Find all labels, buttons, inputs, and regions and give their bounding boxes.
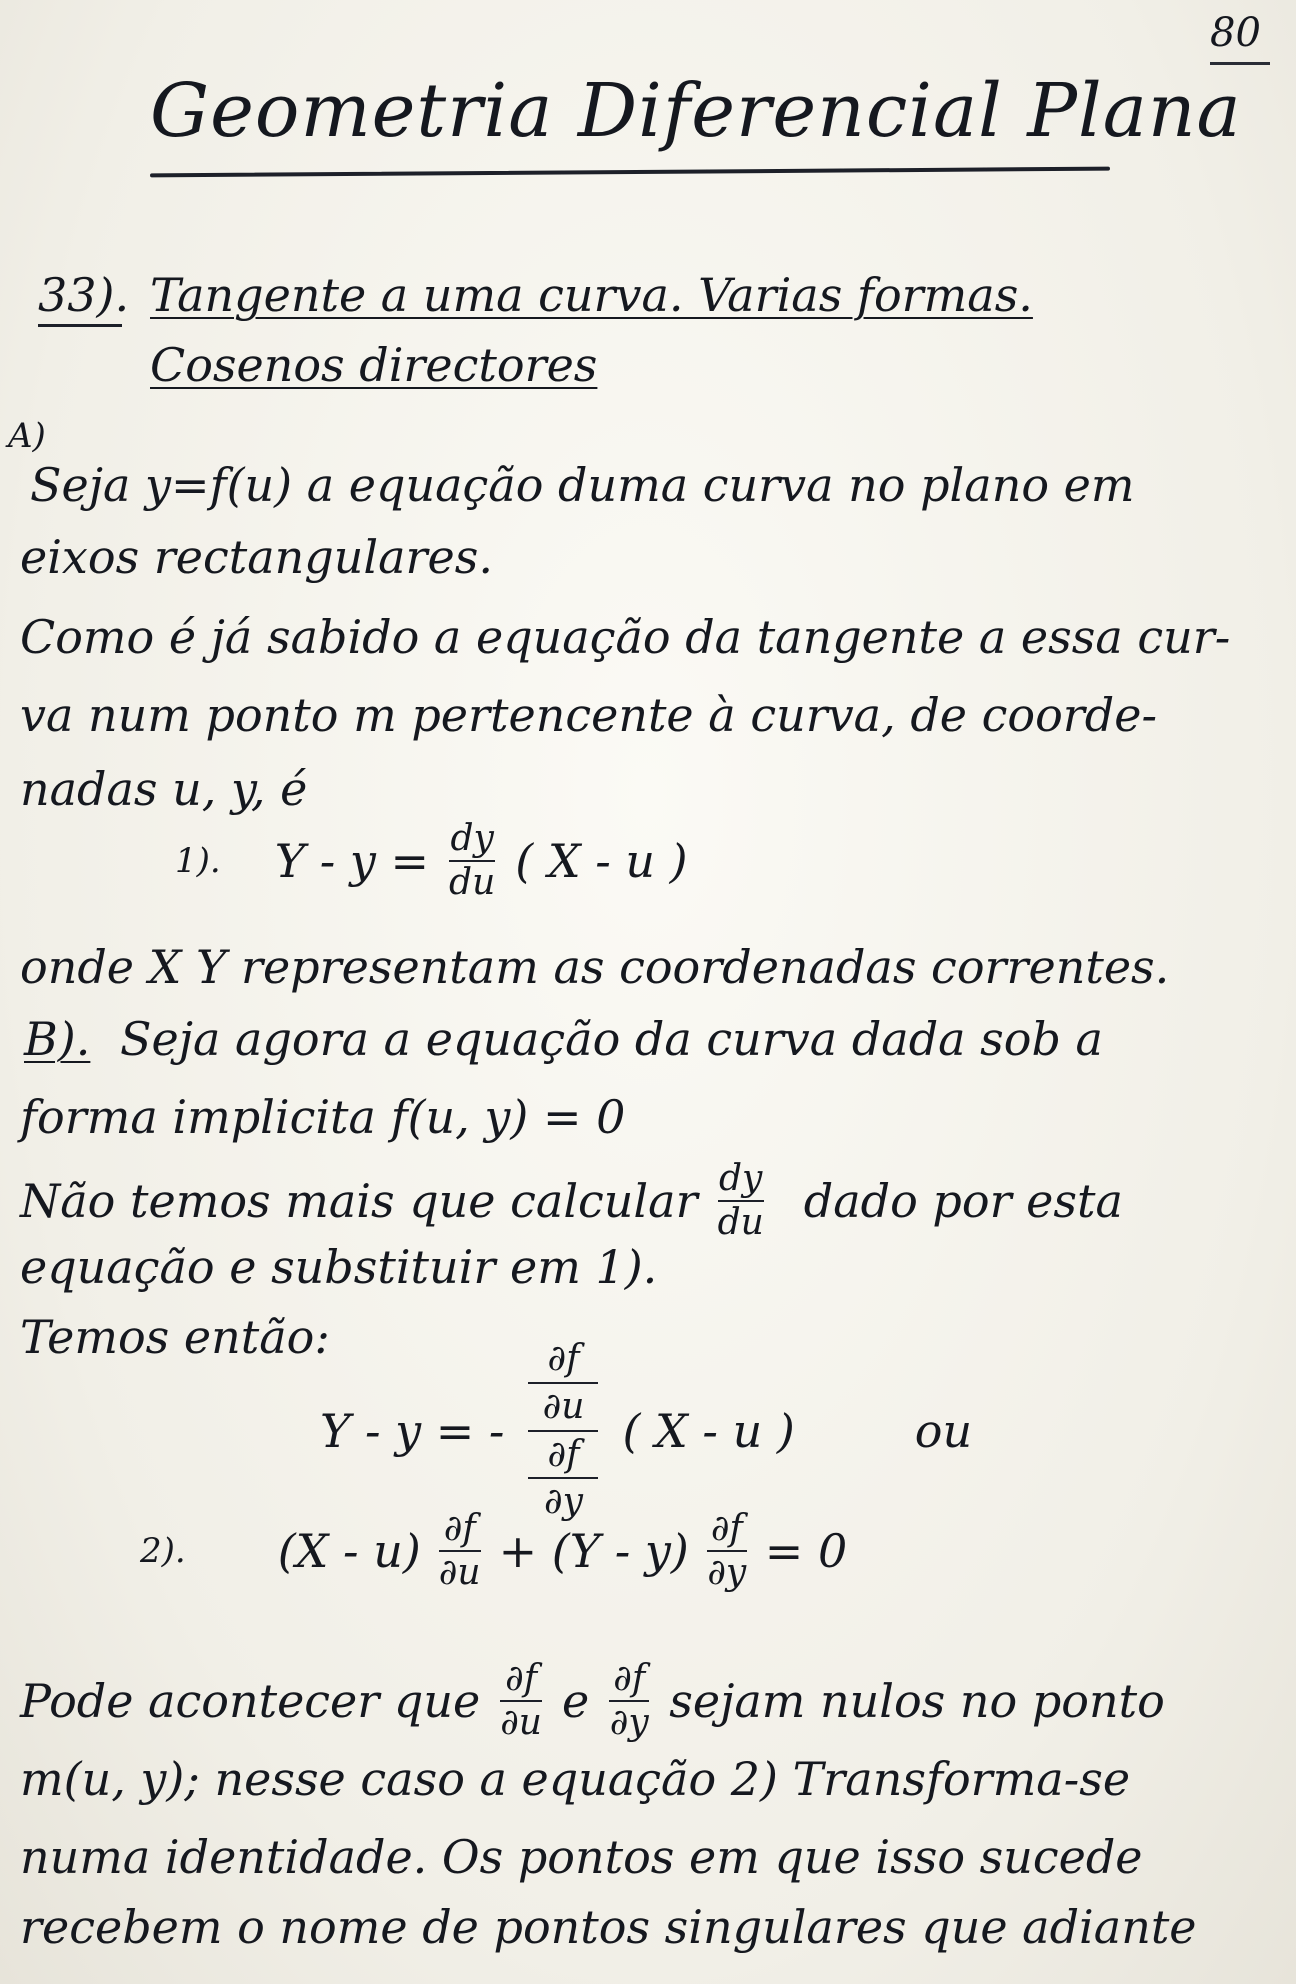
closing-f1-num: ∂f bbox=[505, 1658, 538, 1699]
top-fraction-num: ∂f bbox=[547, 1338, 580, 1379]
closing-line-1-mid: e bbox=[562, 1673, 590, 1728]
closing-f2-den: ∂y bbox=[609, 1701, 649, 1743]
closing-line-1-a: Pode acontecer que bbox=[20, 1673, 481, 1728]
dy-du-fraction bbox=[718, 1160, 764, 1242]
part-a-line-2: eixos rectangulares. bbox=[20, 530, 493, 584]
equation-2-part2: + (Y - y) bbox=[498, 1523, 689, 1578]
part-b-line-5: Temos então: bbox=[20, 1310, 330, 1364]
part-b-line-3-end: dado por esta bbox=[803, 1173, 1123, 1228]
closing-fraction-1 bbox=[500, 1660, 542, 1742]
top-fraction bbox=[528, 1340, 598, 1426]
dy-du-den: du bbox=[717, 1201, 764, 1243]
closing-f1-den: ∂u bbox=[500, 1701, 542, 1743]
equation-2-label: 2). bbox=[140, 1530, 186, 1571]
equation-main-fraction bbox=[522, 1340, 604, 1521]
part-b-line-4: equação e substituir em 1). bbox=[20, 1240, 658, 1294]
closing-line-1 bbox=[20, 1660, 1165, 1742]
equation-2-end: = 0 bbox=[764, 1523, 848, 1578]
page-number: 80 bbox=[1210, 10, 1261, 56]
part-a-line-5: nadas u, y, é bbox=[20, 762, 308, 816]
top-fraction-den: ∂u bbox=[542, 1385, 585, 1427]
equation-main-lhs: Y - y = - bbox=[320, 1403, 505, 1458]
part-a-line-1: Seja y=f(u) a equação duma curva no plano em bbox=[30, 458, 1135, 512]
equation-main bbox=[320, 1340, 972, 1521]
dy-du-num: dy bbox=[718, 1158, 763, 1199]
equation-2-f1-den: ∂u bbox=[438, 1551, 481, 1593]
equation-2-f2-den: ∂y bbox=[707, 1551, 747, 1593]
equation-main-rhs: ( X - u ) bbox=[622, 1403, 795, 1458]
section-number-underline bbox=[38, 324, 122, 327]
closing-line-2: m(u, y); nesse caso a equação 2) Transforma-se bbox=[20, 1752, 1131, 1806]
page-title: Geometria Diferencial Plana bbox=[150, 68, 1242, 154]
equation-2-part1: (X - u) bbox=[277, 1523, 421, 1578]
closing-f2-num: ∂f bbox=[613, 1658, 646, 1699]
part-b-label: B). bbox=[24, 1012, 91, 1066]
equation-1-rhs: ( X - u ) bbox=[515, 833, 688, 888]
page-number-underline bbox=[1210, 62, 1270, 65]
part-b-line-3 bbox=[20, 1160, 1123, 1242]
equation-2-fraction-1 bbox=[439, 1510, 481, 1592]
equation-main-or: ou bbox=[914, 1403, 973, 1458]
part-a-line-4: va num ponto m pertencente à curva, de coorde- bbox=[20, 688, 1157, 742]
equation-1-label: 1). bbox=[175, 840, 221, 881]
equation-1-num: dy bbox=[450, 818, 494, 859]
closing-line-4: recebem o nome de pontos singulares que adiante bbox=[20, 1900, 1197, 1954]
equation-1 bbox=[175, 820, 688, 902]
main-fraction-bar bbox=[528, 1430, 598, 1432]
section-number: 33). bbox=[38, 268, 130, 322]
closing-line-3: numa identidade. Os pontos em que isso sucede bbox=[20, 1830, 1143, 1884]
section-heading-line2: Cosenos directores bbox=[150, 338, 598, 392]
part-a-line-3: Como é já sabido a equação da tangente a essa cur- bbox=[20, 610, 1231, 664]
part-b-line-1: Seja agora a equação da curva dada sob a bbox=[120, 1012, 1103, 1066]
closing-line-1-b: sejam nulos no ponto bbox=[669, 1673, 1165, 1728]
equation-2-f1-num: ∂f bbox=[443, 1508, 476, 1549]
fraction-bar bbox=[528, 1382, 598, 1384]
equation-2-fraction-2 bbox=[707, 1510, 747, 1592]
bottom-fraction-num: ∂f bbox=[547, 1433, 580, 1475]
part-a-label: A) bbox=[8, 416, 46, 456]
part-b-line-2: forma implicita f(u, y) = 0 bbox=[20, 1090, 626, 1144]
bottom-fraction-den: ∂y bbox=[544, 1481, 583, 1523]
part-a-after: onde X Y representam as coordenadas correntes. bbox=[20, 940, 1170, 994]
title-underline bbox=[150, 167, 1110, 178]
equation-1-lhs: Y - y = bbox=[274, 833, 430, 888]
closing-fraction-2 bbox=[609, 1660, 649, 1742]
equation-1-fraction bbox=[449, 820, 495, 902]
equation-1-den: du bbox=[449, 861, 496, 903]
part-b-line-3-text: Não temos mais que calcular bbox=[20, 1173, 698, 1228]
equation-2 bbox=[140, 1510, 847, 1592]
bottom-fraction bbox=[528, 1433, 598, 1523]
equation-2-f2-num: ∂f bbox=[710, 1508, 743, 1549]
section-heading-line1: Tangente a uma curva. Varias formas. bbox=[150, 268, 1033, 322]
fraction-bar bbox=[528, 1477, 598, 1479]
